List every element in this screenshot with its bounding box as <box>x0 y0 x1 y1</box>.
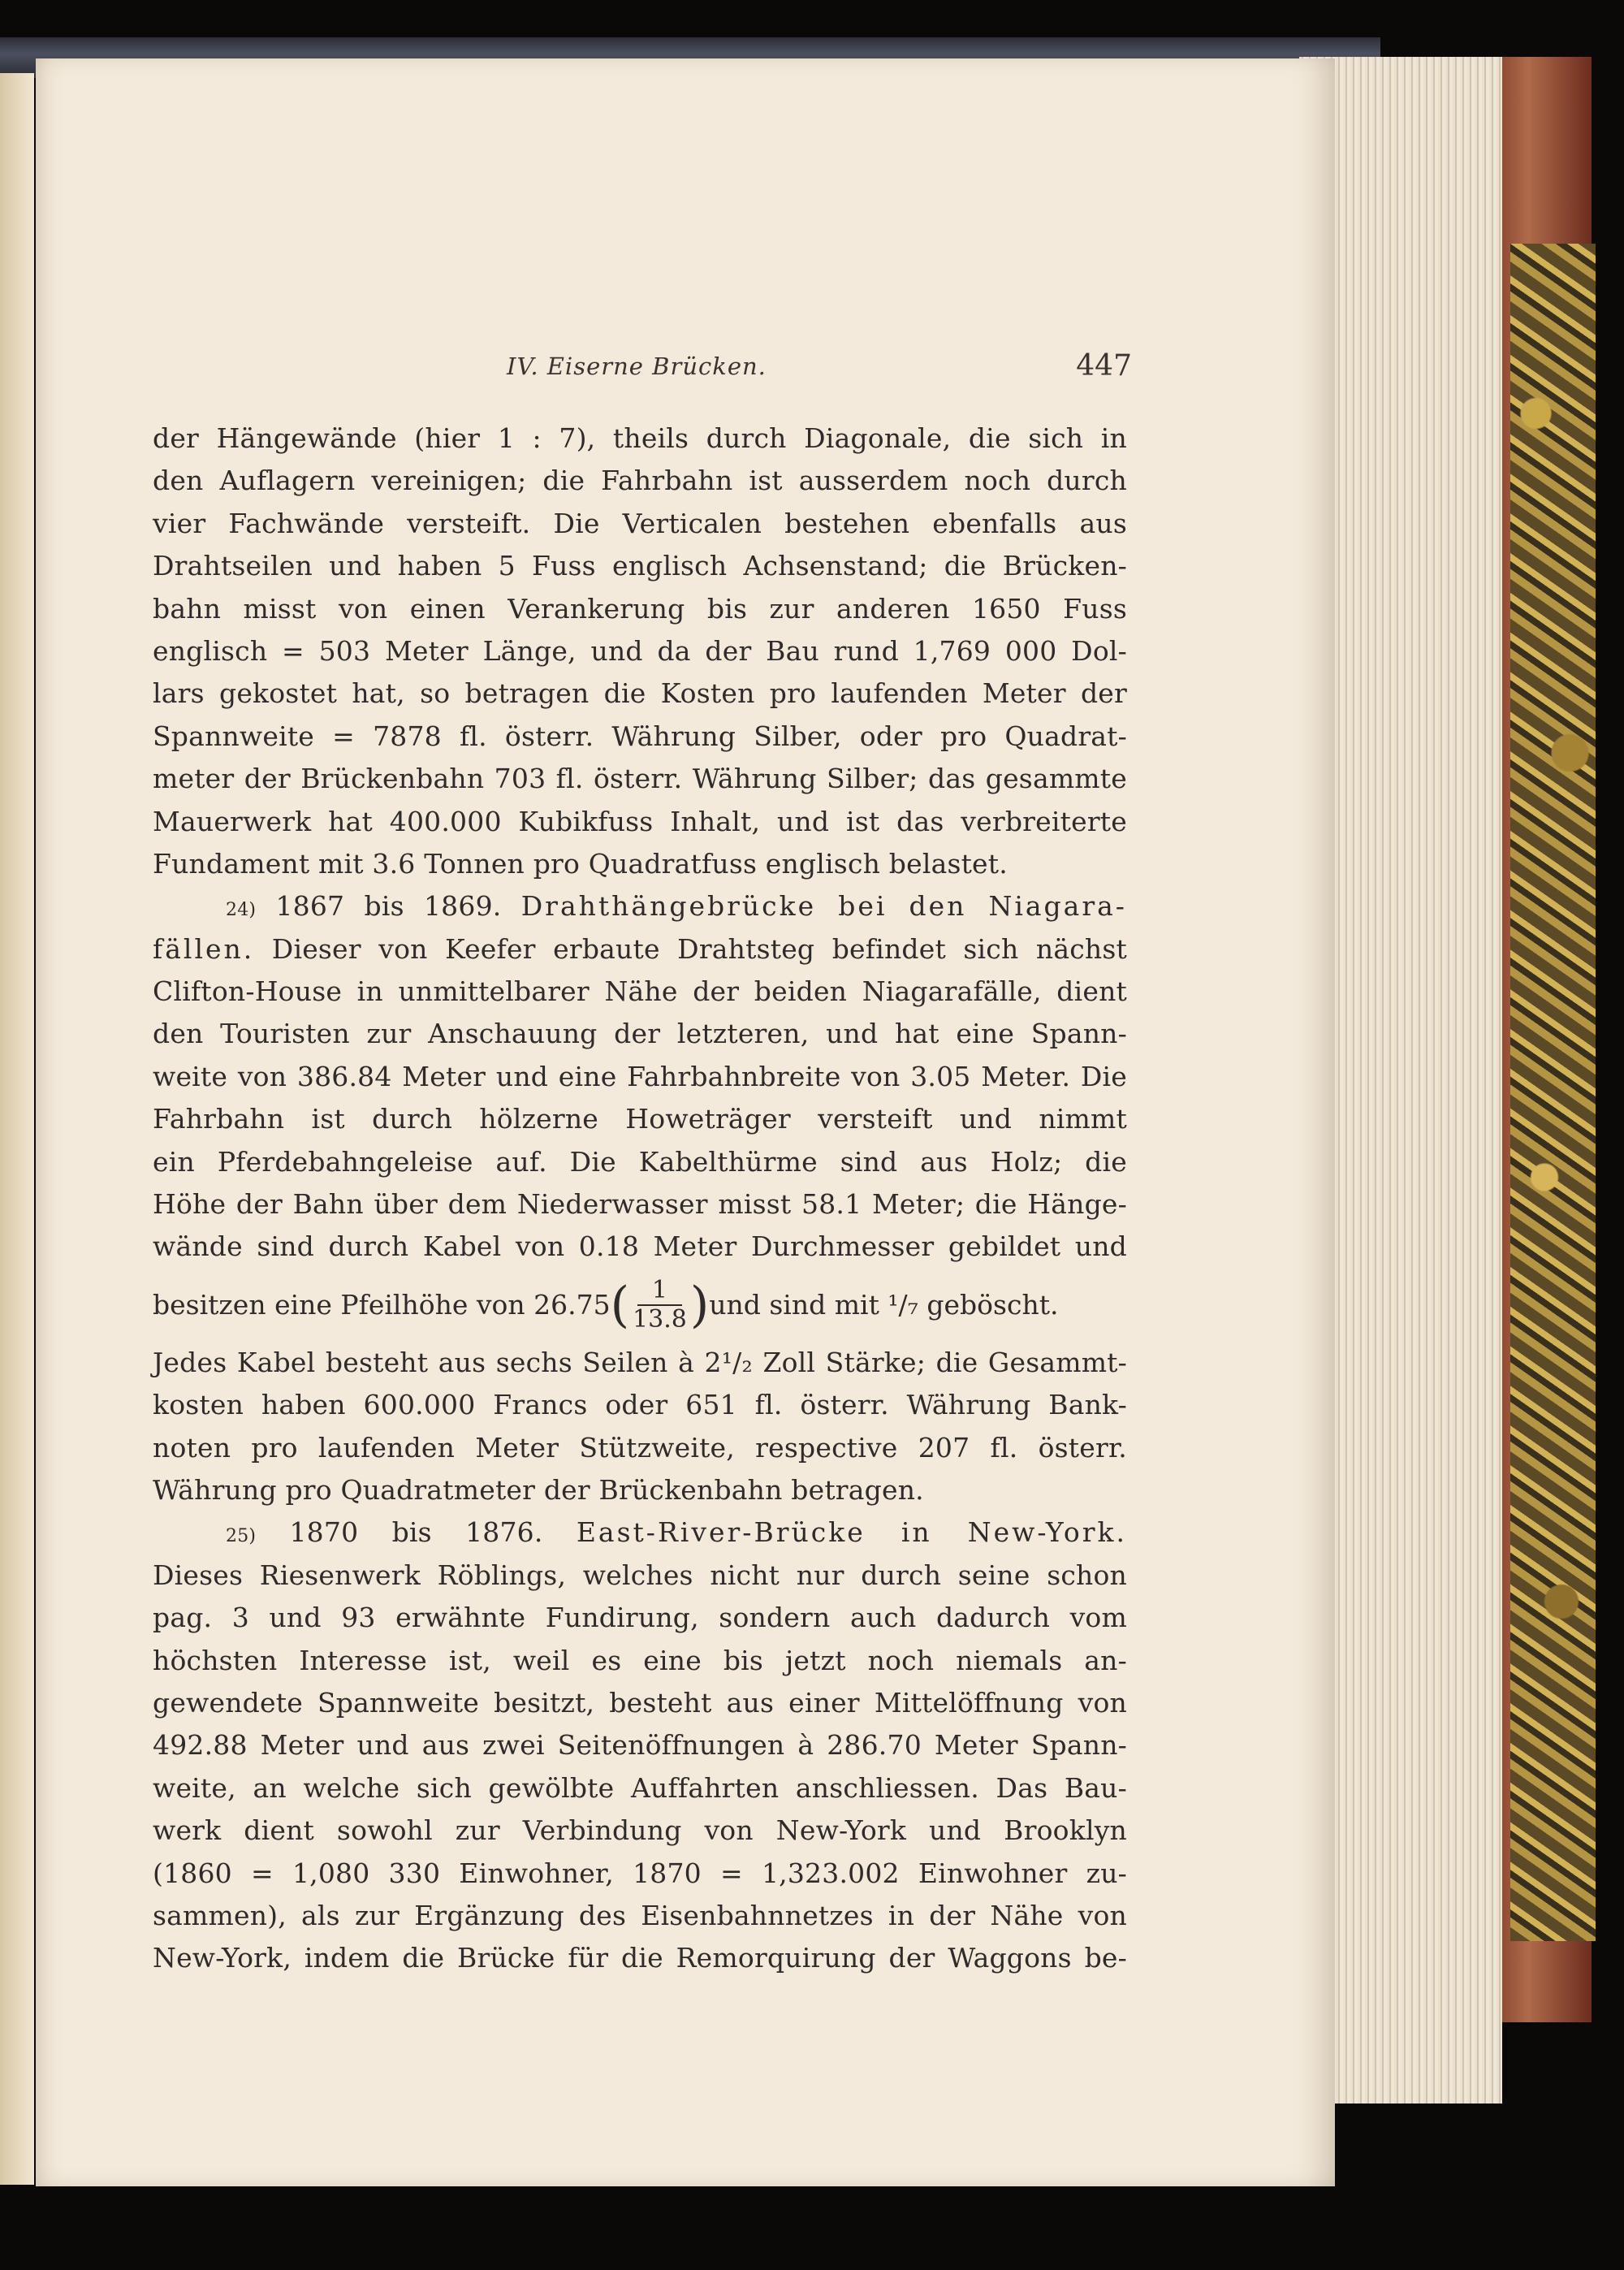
text-line: vier Fachwände versteift. Die Verticalen bestehen ebenfalls aus <box>153 507 1127 539</box>
book-page <box>36 58 1335 2186</box>
text-line: New-York, indem die Brücke für die Remorquirung der Waggons be- <box>153 1942 1127 1974</box>
text-line: englisch = 503 Meter Länge, und da der Bau rund 1,769 000 Dol- <box>153 634 1127 667</box>
text-line: wände sind durch Kabel von 0.18 Meter Durchmesser gebildet und <box>153 1230 1127 1263</box>
formula-text: besitzen eine Pfeilhöhe von 26.75 <box>153 1289 611 1321</box>
text-line: ein Pferdebahngeleise auf. Die Kabelthürme sind aus Holz; die <box>153 1145 1127 1178</box>
text-line: sammen), als zur Ergänzung des Eisenbahnnetzes in der Nähe von <box>153 1899 1127 1931</box>
running-head <box>36 349 1132 393</box>
text-line: lars gekostet hat, so betragen die Kosten pro laufenden Meter der <box>153 677 1127 710</box>
text-line: Drahtseilen und haben 5 Fuss englisch Achsenstand; die Brücken- <box>153 550 1127 582</box>
fraction <box>633 1277 687 1334</box>
text-line: Fundament mit 3.6 Tonnen pro Quadratfuss englisch belastet. <box>153 847 1008 880</box>
text-line: höchsten Interesse ist, weil es eine bis jetzt noch niemals an- <box>153 1644 1127 1676</box>
section-number: 25) <box>226 1526 257 1547</box>
section-number: 24) <box>226 900 257 921</box>
text-line: Dieses Riesenwerk Röblings, welches nicht nur durch seine schon <box>153 1559 1127 1591</box>
section-dates: 1870 bis 1876. <box>289 1516 543 1549</box>
formula-line: besitzen eine Pfeilhöhe von 26.75 ( $\frac{1}{13.8}$ ) und sind mit ¹/₇ geböscht. <box>153 1275 1059 1334</box>
fraction-denominator: 13.8 <box>633 1304 687 1334</box>
text-line: Währung pro Quadratmeter der Brückenbahn betragen. <box>153 1473 924 1506</box>
fraction-numerator: 1 <box>637 1277 682 1306</box>
section-title: East-River-Brücke in New-York. <box>576 1516 1127 1549</box>
text-line: werk dient sowohl zur Verbindung von New-York und Brooklyn <box>153 1814 1127 1847</box>
section-heading-24 <box>153 885 1127 927</box>
section-title: Drahthängebrücke bei den Niagara- <box>520 890 1127 923</box>
text-line: bahn misst von einen Verankerung bis zur anderen 1650 Fuss <box>153 592 1127 625</box>
text-line: Fahrbahn ist durch hölzerne Howeträger versteift und nimmt <box>153 1103 1127 1135</box>
body-text <box>153 417 1127 1980</box>
text-line: Jedes Kabel besteht aus sechs Seilen à 2¹/₂ Zoll Stärke; die Gesammt- <box>153 1346 1127 1378</box>
text-line: pag. 3 und 93 erwähnte Fundirung, sondern auch dadurch vom <box>153 1602 1127 1634</box>
text-line: den Auflagern vereinigen; die Fahrbahn ist ausserdem noch durch <box>153 465 1127 497</box>
text-line: 492.88 Meter und aus zwei Seitenöffnungen à 286.70 Meter Spann- <box>153 1729 1127 1762</box>
text-line <box>153 928 1127 971</box>
section-heading-25 <box>153 1511 1127 1554</box>
text-line: Clifton-House in unmittelbarer Nähe der beiden Niagarafälle, dient <box>153 975 1127 1008</box>
text-fragment: Dieser von Keefer erbaute Drahtsteg befindet sich nächst <box>271 932 1127 965</box>
marbled-endpaper <box>1510 244 1596 1941</box>
text-line: Mauerwerk hat 400.000 Kubikfuss Inhalt, und ist das verbreiterte <box>153 805 1127 837</box>
section-dates: 1867 bis 1869. <box>275 890 502 923</box>
text-line: den Touristen zur Anschauung der letzteren, und hat eine Spann- <box>153 1018 1127 1050</box>
text-line: (1860 = 1,080 330 Einwohner, 1870 = 1,323.002 Einwohner zu- <box>153 1857 1127 1889</box>
formula-text: und sind mit ¹/₇ geböscht. <box>709 1289 1059 1321</box>
text-line: weite von 386.84 Meter und eine Fahrbahnbreite von 3.05 Meter. Die <box>153 1060 1127 1092</box>
text-line: gewendete Spannweite besitzt, besteht aus einer Mittelöffnung von <box>153 1686 1127 1719</box>
text-line: kosten haben 600.000 Francs oder 651 fl. österr. Währung Bank- <box>153 1389 1127 1421</box>
facing-page-sliver <box>0 73 34 2185</box>
text-line: der Hängewände (hier 1 : 7), theils durch Diagonale, die sich in <box>153 422 1127 454</box>
text-line: noten pro laufenden Meter Stützweite, respective 207 fl. österr. <box>153 1431 1127 1464</box>
text-line: meter der Brückenbahn 703 fl. österr. Währung Silber; das gesammte <box>153 763 1127 795</box>
text-line: Spannweite = 7878 fl. österr. Währung Silber, oder pro Quadrat- <box>153 720 1127 752</box>
section-title-cont: fällen. <box>153 932 255 965</box>
running-title: IV. Eiserne Brücken. <box>507 352 767 380</box>
text-line: weite, an welche sich gewölbte Auffahrten anschliessen. Das Bau- <box>153 1771 1127 1804</box>
page-number: 447 <box>1076 349 1132 383</box>
text-line: Höhe der Bahn über dem Niederwasser misst 58.1 Meter; die Hänge- <box>153 1188 1127 1221</box>
